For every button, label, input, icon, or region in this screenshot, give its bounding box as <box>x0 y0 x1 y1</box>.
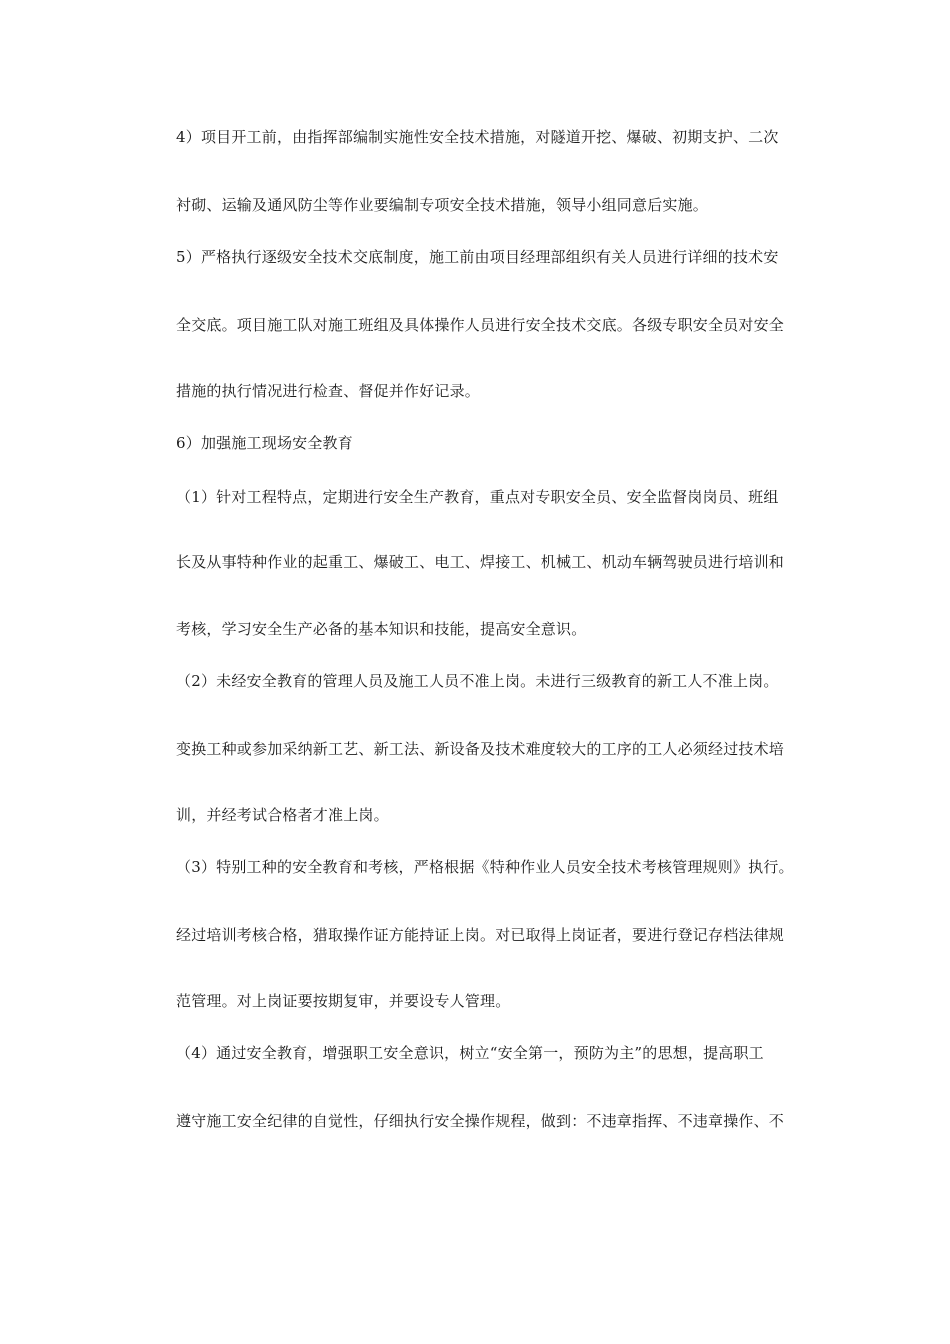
text-line-2: 衬砌、运输及通风防尘等作业要编制专项安全技术措施，领导小组同意后实施。 <box>176 196 709 214</box>
text-line-11: 变换工种或参加采纳新工艺、新工法、新设备及技术难度较大的工序的工人必须经过技术培 <box>176 740 785 758</box>
text-line-4: 全交底。项目施工队对施工班组及具体操作人员进行安全技术交底。各级专职安全员对安全 <box>176 316 785 334</box>
text-line-8: 长及从事特种作业的起重工、爆破工、电工、焊接工、机械工、机动车辆驾驶员进行培训和 <box>176 553 785 571</box>
text-line-1: 4）项目开工前，由指挥部编制实施性安全技术措施，对隧道开挖、爆破、初期支护、二次 <box>176 128 779 146</box>
text-line-17: 遵守施工安全纪律的自觉性，仔细执行安全操作规程，做到：不违章指挥、不违章操作、不 <box>176 1112 785 1130</box>
text-line-7: （1）针对工程特点，定期进行安全生产教育，重点对专职安全员、安全监督岗岗员、班组 <box>176 488 779 506</box>
text-line-6: 6）加强施工现场安全教育 <box>176 434 353 452</box>
text-line-5: 措施的执行情况进行检查、督促并作好记录。 <box>176 382 481 400</box>
text-line-9: 考核，学习安全生产必备的基本知识和技能，提高安全意识。 <box>176 620 587 638</box>
text-line-3: 5）严格执行逐级安全技术交底制度，施工前由项目经理部组织有关人员进行详细的技术安 <box>176 248 779 266</box>
text-line-14: 经过培训考核合格，猎取操作证方能持证上岗。对已取得上岗证者，要进行登记存档法律规 <box>176 926 785 944</box>
text-line-12: 训，并经考试合格者才准上岗。 <box>176 806 389 824</box>
text-line-15: 范管理。对上岗证要按期复审，并要设专人管理。 <box>176 992 511 1010</box>
text-line-10: （2）未经安全教育的管理人员及施工人员不准上岗。未进行三级教育的新工人不准上岗。 <box>176 672 779 690</box>
text-line-13: （3）特别工种的安全教育和考核，严格根据《特种作业人员安全技术考核管理规则》执行。 <box>176 858 794 876</box>
text-line-16: （4）通过安全教育，增强职工安全意识，树立“安全第一，预防为主”的思想，提高职工 <box>176 1044 764 1062</box>
